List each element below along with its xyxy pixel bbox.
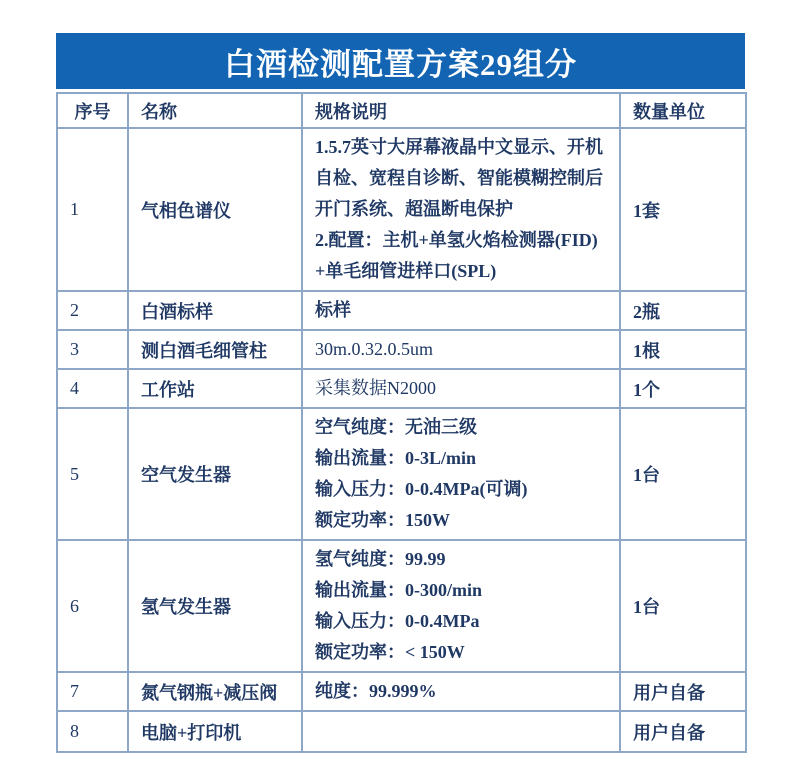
row-serial-number: 6 [57, 540, 128, 672]
header-quantity-unit: 数量单位 [620, 93, 746, 128]
item-name: 白酒标样 [128, 291, 302, 330]
spec-line: 2.配置：主机+单氢火焰检测器(FID)+单毛细管进样口(SPL) [315, 230, 598, 281]
table-row [57, 369, 746, 408]
table-row [57, 128, 746, 291]
item-name: 氮气钢瓶+减压阀 [128, 672, 302, 711]
item-name: 电脑+打印机 [128, 711, 302, 752]
item-quantity-unit: 1根 [620, 330, 746, 369]
item-specification [302, 540, 620, 672]
spec-line: 额定功率：150W [315, 510, 450, 530]
item-quantity-unit: 1个 [620, 369, 746, 408]
spec-line: 30m.0.32.0.5um [315, 339, 434, 359]
table-header-row [57, 93, 746, 128]
spec-line: 输入压力：0-0.4MPa(可调) [315, 479, 528, 499]
item-name: 空气发生器 [128, 408, 302, 540]
item-quantity-unit: 2瓶 [620, 291, 746, 330]
row-serial-number: 7 [57, 672, 128, 711]
table-row [57, 711, 746, 752]
page [56, 33, 745, 753]
row-serial-number: 3 [57, 330, 128, 369]
item-name: 氢气发生器 [128, 540, 302, 672]
table-row [57, 672, 746, 711]
header-item-name: 名称 [128, 93, 302, 128]
item-quantity-unit: 1套 [620, 128, 746, 291]
spec-line: 额定功率：< 150W [315, 642, 465, 662]
spec-line: 纯度：99.999% [315, 681, 437, 701]
table-row [57, 330, 746, 369]
header-specification: 规格说明 [302, 93, 620, 128]
table-row [57, 291, 746, 330]
spec-line: 采集数据N2000 [315, 378, 436, 398]
item-specification [302, 330, 620, 369]
item-name: 气相色谱仪 [128, 128, 302, 291]
item-specification [302, 369, 620, 408]
spec-table [56, 92, 747, 753]
item-name: 工作站 [128, 369, 302, 408]
spec-line: 1.5.7英寸大屏幕液晶中文显示、开机自检、宽程自诊断、智能模糊控制后开门系统、超温断电保护 [315, 137, 603, 219]
spec-line: 标样 [315, 300, 351, 320]
row-serial-number: 8 [57, 711, 128, 752]
row-serial-number: 1 [57, 128, 128, 291]
item-quantity-unit: 1台 [620, 540, 746, 672]
table-row [57, 540, 746, 672]
row-serial-number: 4 [57, 369, 128, 408]
item-quantity-unit: 1台 [620, 408, 746, 540]
header-serial-number: 序号 [57, 93, 128, 128]
item-name: 测白酒毛细管柱 [128, 330, 302, 369]
item-specification [302, 672, 620, 711]
item-specification [302, 128, 620, 291]
row-serial-number: 5 [57, 408, 128, 540]
row-serial-number: 2 [57, 291, 128, 330]
title-banner [56, 33, 745, 89]
spec-line: 输入压力：0-0.4MPa [315, 611, 480, 631]
item-specification [302, 408, 620, 540]
spec-line: 输出流量：0-300/min [315, 580, 483, 600]
spec-line: 输出流量：0-3L/min [315, 448, 477, 468]
page-title: 白酒检测配置方案29组分 [224, 46, 577, 82]
item-specification [302, 711, 620, 752]
item-quantity-unit: 用户自备 [620, 672, 746, 711]
table-row [57, 408, 746, 540]
item-quantity-unit: 用户自备 [620, 711, 746, 752]
spec-line: 氢气纯度：99.99 [315, 549, 446, 569]
item-specification [302, 291, 620, 330]
spec-line: 空气纯度：无油三级 [315, 417, 477, 437]
